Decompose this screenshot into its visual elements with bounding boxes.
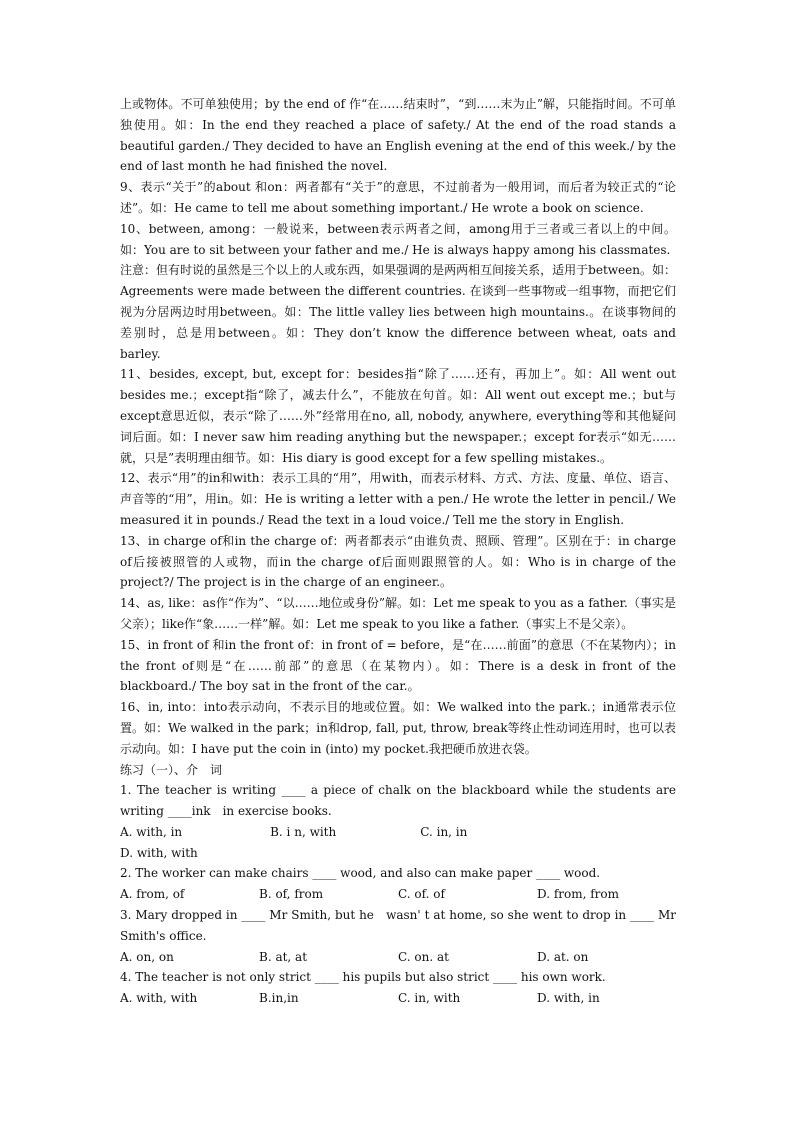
option: A. with, with — [120, 991, 198, 1006]
option: D. from, from — [537, 887, 620, 902]
paragraph-besides-except: 11、besides, except, but, except for：besides指“除了……还有，再加上”。如：All went out besides me.；except指“除了，减去什么”，不能放在句首。如：All went out except me.；but与except意思近似，表示“除了……外”经常用在no, all, nobody, anywhere, everything等和其他疑问词后面。如：I never saw him reading anything but the newspaper.；except for表示“如无……就，只是”表明理由细节。如：His diary is good except for a few spelling mistakes.。 — [120, 367, 676, 465]
paragraph-in-front-of: 15、in front of 和in the front of：in front of = before，是“在……前面”的意思（不在某物内）；in the front of则是“在……前部”的意思（在某物内）。如：There is a desk in front of the blackboard./ The boy sat in the front of the car.。 — [120, 637, 676, 694]
option: A. with, in — [120, 824, 183, 839]
paragraph-about-on: 9、表示“关于”的about 和on：两者都有“关于”的意思，不过前者为一般用词，而后者为较正式的“论述”。如：He came to tell me about something important./ He wrote a book on science. — [120, 180, 676, 215]
option: C. in, with — [398, 991, 461, 1006]
question-1: 1. The teacher is writing ____ a piece of chalk on the blackboard while the students are writing ____ink in exercise books. — [120, 783, 676, 819]
question-4: 4. The teacher is not only strict ____ his pupils but also strict ____ his own work. — [120, 970, 606, 985]
paragraph-in-into: 16、in, into：into表示动向，不表示目的地或位置。如：We walked into the park.；in通常表示位置。如：We walked in the park；in和drop, fall, put, throw, break等终止性动词连用时，也可以表示动向。如：I have put the coin in (into) my pocket.我把硬币放进衣袋。 — [120, 700, 676, 756]
option: B.in,in — [259, 991, 299, 1006]
option: B. of, from — [259, 887, 324, 902]
question-3: 3. Mary dropped in ____ Mr Smith, but he wasn' t at home, so she went to drop in ____ Mr Smith's office. — [120, 908, 676, 943]
paragraph-as-like: 14、as, like：as作“作为”、“以……地位或身份”解。如：Let me speak to you as a father.（事实是父亲）；like作“象……一样”解。如：Let me speak to you like a father.（事实上不是父亲）。 — [120, 596, 676, 631]
question-2: 2. The worker can make chairs ____ wood, and also can make paper ____ wood. — [120, 866, 601, 881]
paragraph-in-with: 12、表示“用”的in和with：表示工具的“用”，用with，而表示材料、方式、方法、度量、单位、语言、声音等的“用”，用in。如：He is writing a letter with a pen./ He wrote the letter in pencil./ We measured it in pounds./ Read the text in a loud voice./ Tell me the story in English. — [120, 471, 676, 527]
option: C. on. at — [398, 949, 449, 964]
question-1-options — [120, 822, 676, 864]
paragraph-note-between: 注意：但有时说的虽然是三个以上的人或东西，如果强调的是两两相互间接关系，适用于between。如：Agreements were made between the different countries. 在谈到一些事物或一组事物，而把它们视为分居两边时用between。如：The little valley lies between high mountains.。在谈事物间的差别时，总是用between。如：They don’t know the difference between wheat, oats and barley. — [120, 263, 676, 361]
option: A. from, of — [120, 887, 185, 902]
question-4-options — [120, 988, 676, 1009]
document-page — [120, 94, 676, 1009]
option: D. with, in — [537, 991, 600, 1006]
question-3-options — [120, 947, 676, 968]
option: B. at, at — [259, 949, 308, 964]
option: D. at. on — [537, 949, 589, 964]
question-2-options — [120, 884, 676, 905]
option: C. of. of — [398, 887, 445, 902]
paragraph-in-charge-of: 13、in charge of和in the charge of：两者都表示“由谁负责、照顾、管理”。区别在于：in charge of后接被照管的人或物，而in the charge of后面则跟照管的人。如：Who is in charge of the project?/ The project is in the charge of an engineer.。 — [120, 533, 676, 590]
exercise-title: 练习（一）、介 词 — [120, 762, 223, 777]
option: C. in, in — [420, 824, 468, 839]
paragraph-between-among: 10、between, among：一般说来，between表示两者之间，among用于三者或三者以上的中间。如：You are to sit between your father and me./ He is always happy among his classmates. — [120, 221, 676, 257]
option: B. i n, with — [270, 824, 337, 839]
paragraph-end-usage: 上或物体。不可单独使用；by the end of 作“在……结束时”，“到……末为止”解，只能指时间。不可单独使用。如：In the end they reached a place of safety./ At the end of the road stands a beautiful garden./ They decided to have an English evening at the end of this week./ by the end of last month he had finished the novel. — [120, 97, 676, 174]
option: A. on, on — [120, 949, 174, 964]
option: D. with, with — [120, 845, 198, 860]
